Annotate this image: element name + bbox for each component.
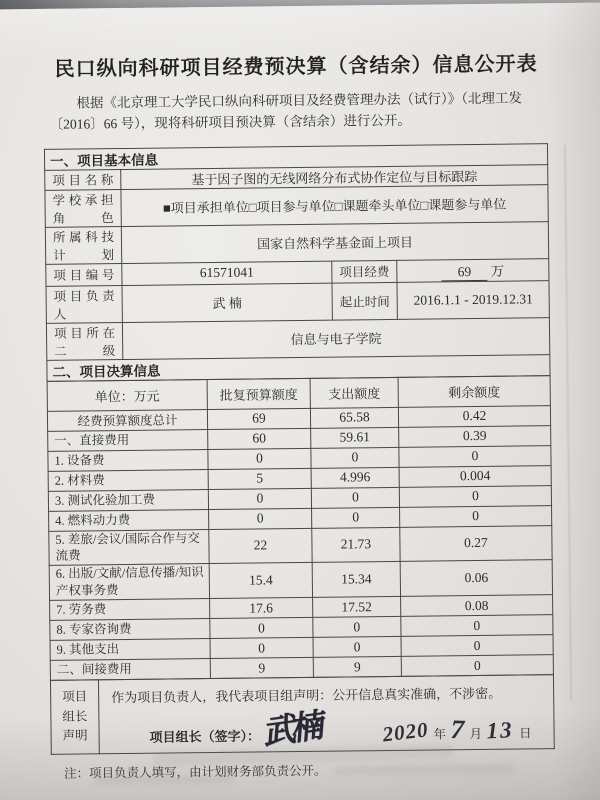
- photographed-paper-sheet: [0, 2, 600, 800]
- budget-cell: 0.004: [399, 465, 551, 487]
- intro-paragraph: 根据《北京理工大学民口纵向科研项目及经费管理办法（试行）》（北理工发〔2016〕66 号），现将科研项目预决算（含结余）进行公开。: [49, 90, 522, 133]
- side-line: 组长: [62, 709, 88, 724]
- funds-amount: 69: [442, 265, 488, 281]
- budget-cell: 60: [208, 428, 311, 449]
- budget-cell: 0: [399, 445, 551, 467]
- handwritten-signature: 武楠: [262, 708, 322, 753]
- section2-header: 二、项目决算信息: [47, 354, 550, 381]
- budget-cell: 0: [313, 616, 401, 637]
- budget-cell: 0: [312, 507, 400, 528]
- budget-cell: 0: [311, 487, 399, 508]
- budget-cell: 4.996: [311, 467, 399, 488]
- budget-cell: 17.52: [313, 596, 401, 617]
- budget-cell: 21.73: [312, 527, 400, 563]
- date-day: 13: [486, 717, 515, 744]
- date-year: 2020: [381, 717, 430, 747]
- budget-cell: 15.34: [312, 562, 400, 598]
- budget-cell: 0: [208, 488, 311, 509]
- school-role-label: 学校承担角色: [45, 189, 121, 227]
- declaration-table: [50, 674, 555, 755]
- budget-cell: 0: [313, 636, 401, 657]
- budget-row-label: 2. 材料费: [48, 469, 208, 491]
- budget-cell: 0: [311, 447, 399, 468]
- handwritten-date: [382, 713, 531, 746]
- budget-row-label: 一、直接费用: [48, 429, 208, 451]
- budget-cell: 17.6: [210, 597, 313, 618]
- budget-cell: 9: [210, 657, 313, 678]
- approved-budget-header: 批复预算额度: [207, 378, 310, 409]
- budget-cell: 0.42: [398, 405, 550, 427]
- project-number-label: 项目编号: [46, 263, 122, 286]
- declaration-statement: 作为项目负责人，我代表项目组声明：公开信息真实准确，不涉密。: [111, 685, 502, 706]
- program-label: 所属科技计划: [45, 226, 121, 264]
- project-funds-label: 项目经费: [332, 260, 397, 283]
- department-label: 项目所在二级: [46, 322, 122, 360]
- month-unit: 月: [469, 726, 483, 742]
- day-unit: 日: [519, 726, 532, 741]
- sign-label: 项目组长（签字）：: [149, 728, 261, 745]
- period-label: 起止时间: [332, 282, 397, 320]
- school-role-row: [45, 184, 548, 227]
- budget-cell: 69: [207, 408, 310, 429]
- budget-row-label: 6. 出版/文献/信息传播/知识产权事务费: [49, 564, 209, 601]
- budget-cell: 9: [313, 656, 401, 677]
- budget-cell: 0.27: [400, 525, 552, 561]
- date-month: 7: [450, 713, 466, 745]
- project-leader-row: [46, 280, 549, 323]
- side-line: 声明: [62, 728, 88, 743]
- budget-cell: 15.4: [209, 563, 312, 599]
- project-leader-value: 武 楠: [122, 283, 332, 322]
- spent-header: 支出额度: [310, 377, 398, 408]
- basic-info-table: [44, 143, 551, 382]
- project-name-value: 基于因子图的无线网络分布式协作定位与目标跟踪: [121, 164, 548, 189]
- budget-cell: 0.39: [399, 425, 551, 447]
- year-unit: 年: [433, 727, 447, 742]
- budget-row-label: 5. 差旅/会议/国际合作与交流费: [49, 529, 209, 566]
- budget-row-label: 二、间接费用: [50, 659, 210, 681]
- budget-row-label: 1. 设备费: [48, 449, 208, 471]
- declaration-content: [98, 675, 554, 754]
- budget-row-label: 8. 专家咨询费: [50, 619, 210, 641]
- show-through-smudge: [334, 764, 514, 776]
- project-funds-value: [397, 258, 549, 282]
- project-name-label: 项目名称: [45, 169, 121, 190]
- budget-row-label: 经费预算额度总计: [47, 409, 207, 431]
- budget-row-label: 9. 其他支出: [50, 639, 210, 661]
- budget-cell: 0.08: [401, 595, 553, 617]
- section1-header: 一、项目基本信息: [44, 143, 547, 170]
- budget-cell: 0: [400, 505, 552, 527]
- page-title: 民口纵向科研项目经费预决算（含结余）信息公开表: [54, 53, 538, 81]
- funds-unit: 万: [490, 263, 505, 279]
- budget-row-label: 3. 测试化验加工费: [48, 489, 208, 511]
- budget-cell: 59.61: [311, 427, 399, 448]
- footnote: 注：项目负责人填写，由计划财务部负责公开。: [63, 763, 327, 781]
- budget-cell: 0: [399, 485, 551, 507]
- budget-cell: 0: [210, 617, 313, 638]
- budget-table: [47, 375, 554, 681]
- program-value: 国家自然科学基金面上项目: [121, 221, 548, 263]
- project-leader-label: 项目负责人: [46, 285, 122, 323]
- project-number-value: 61571041: [122, 261, 332, 285]
- budget-row-label: 4. 燃料动力费: [49, 509, 209, 531]
- signature-line: [111, 708, 545, 753]
- department-value: 信息与电子学院: [122, 317, 549, 359]
- budget-cell: 22: [209, 528, 312, 564]
- budget-cell: 5: [208, 468, 311, 489]
- budget-cell: 0: [208, 448, 311, 469]
- declaration-side-label: [50, 680, 99, 755]
- side-line: 项目: [62, 689, 88, 705]
- school-role-checkboxes: ■项目承担单位□项目参与单位□课题牵头单位□课题参与单位: [121, 184, 548, 226]
- budget-cell: 0: [210, 637, 313, 658]
- form-content: [0, 3, 600, 800]
- budget-row: [49, 525, 552, 565]
- program-row: [45, 221, 548, 264]
- unit-header: 单位：万元: [47, 379, 207, 411]
- show-through-line: [564, 145, 572, 701]
- budget-cell: 0: [401, 655, 553, 677]
- budget-row-label: 7. 劳务费: [50, 599, 210, 621]
- show-through-smudge: [94, 775, 234, 786]
- budget-rows: [47, 405, 553, 680]
- remaining-header: 剩余额度: [398, 375, 550, 407]
- budget-cell: 0: [209, 508, 312, 529]
- period-value: 2016.1.1 - 2019.12.31: [397, 280, 549, 319]
- budget-cell: 0.06: [400, 560, 552, 596]
- budget-row: [49, 560, 552, 600]
- budget-cell: 65.58: [310, 407, 398, 428]
- budget-cell: 0: [401, 615, 553, 637]
- declaration-row: [50, 675, 554, 755]
- budget-cell: 0: [401, 635, 553, 657]
- department-row: [46, 317, 549, 360]
